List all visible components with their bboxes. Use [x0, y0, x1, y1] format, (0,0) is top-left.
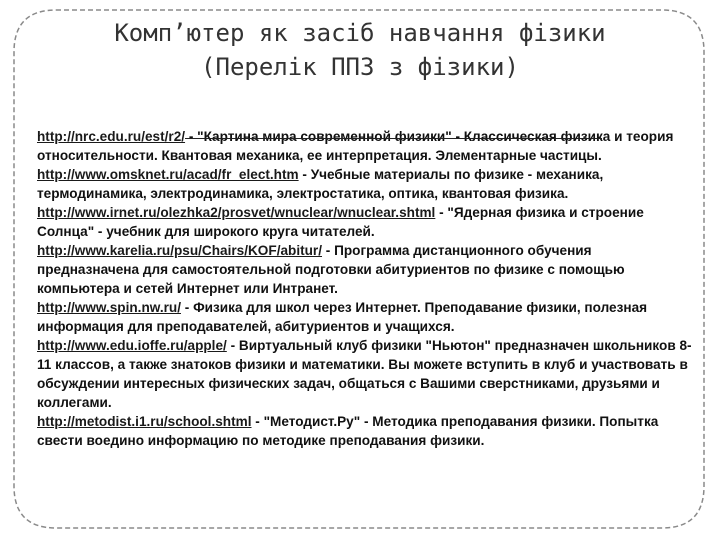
- resource-entry-1: [37, 127, 693, 165]
- resource-desc-1: - "Картина мира современной физики" - Классическая физика и теория относительности. Квантовая механика, ее интерпретация. Элементарные частицы.: [37, 129, 674, 163]
- resource-desc-6: - Виртуальный клуб физики "Ньютон" предназначен школьников 8-11 классов, а также знатоков физики и математики. Вы можете вступить в клуб и участвовать в обсуждении интересных физических задач, общаться с Вашими сверстниками, друзьями и коллегами.: [37, 338, 692, 410]
- resource-link-6[interactable]: http://www.edu.ioffe.ru/apple/: [37, 338, 227, 353]
- resource-entry-5: [37, 298, 693, 336]
- resource-entry-2: [37, 165, 693, 203]
- title-line-2: (Перелік ППЗ з фізики): [201, 53, 519, 81]
- resource-link-1[interactable]: http://nrc.edu.ru/est/r2/: [37, 129, 186, 144]
- resource-desc-2: - Учебные материалы по физике - механика, термодинамика, электродинамика, электростатика, оптика, квантовая физика.: [37, 167, 604, 201]
- resource-link-7[interactable]: http://metodist.i1.ru/school.shtml: [37, 414, 252, 429]
- slide-title: [40, 16, 680, 84]
- resource-desc-7: - "Методист.Ру" - Методика преподавания физики. Попытка свести воедино информацию по методике преподавания физики.: [37, 414, 659, 448]
- resource-link-3[interactable]: http://www.irnet.ru/olezhka2/prosvet/wnuclear/wnuclear.shtml: [37, 205, 436, 220]
- resource-entry-7: [37, 412, 693, 450]
- resource-link-5[interactable]: http://www.spin.nw.ru/: [37, 300, 181, 315]
- resource-link-4[interactable]: http://www.karelia.ru/psu/Chairs/KOF/abitur/: [37, 243, 323, 258]
- resource-list: [37, 127, 693, 450]
- resource-entry-6: [37, 336, 693, 412]
- resource-desc-5: - Физика для школ через Интернет. Преподавание физики, полезная информация для преподавателей, абитуриентов и учащихся.: [37, 300, 648, 334]
- resource-entry-3: [37, 203, 693, 241]
- resource-desc-4: - Программа дистанционного обучения предназначена для самостоятельной подготовки абитуриентов по физике с помощью компьютера и сетей Интернет или Интранет.: [37, 243, 625, 296]
- resource-entry-4: [37, 241, 693, 298]
- resource-desc-3: - "Ядерная физика и строение Солнца" - учебник для широкого круга читателей.: [37, 205, 644, 239]
- title-line-1: Комп’ютер як засіб навчання фізики: [114, 19, 606, 47]
- resource-link-2[interactable]: http://www.omsknet.ru/acad/fr_elect.htm: [37, 167, 299, 182]
